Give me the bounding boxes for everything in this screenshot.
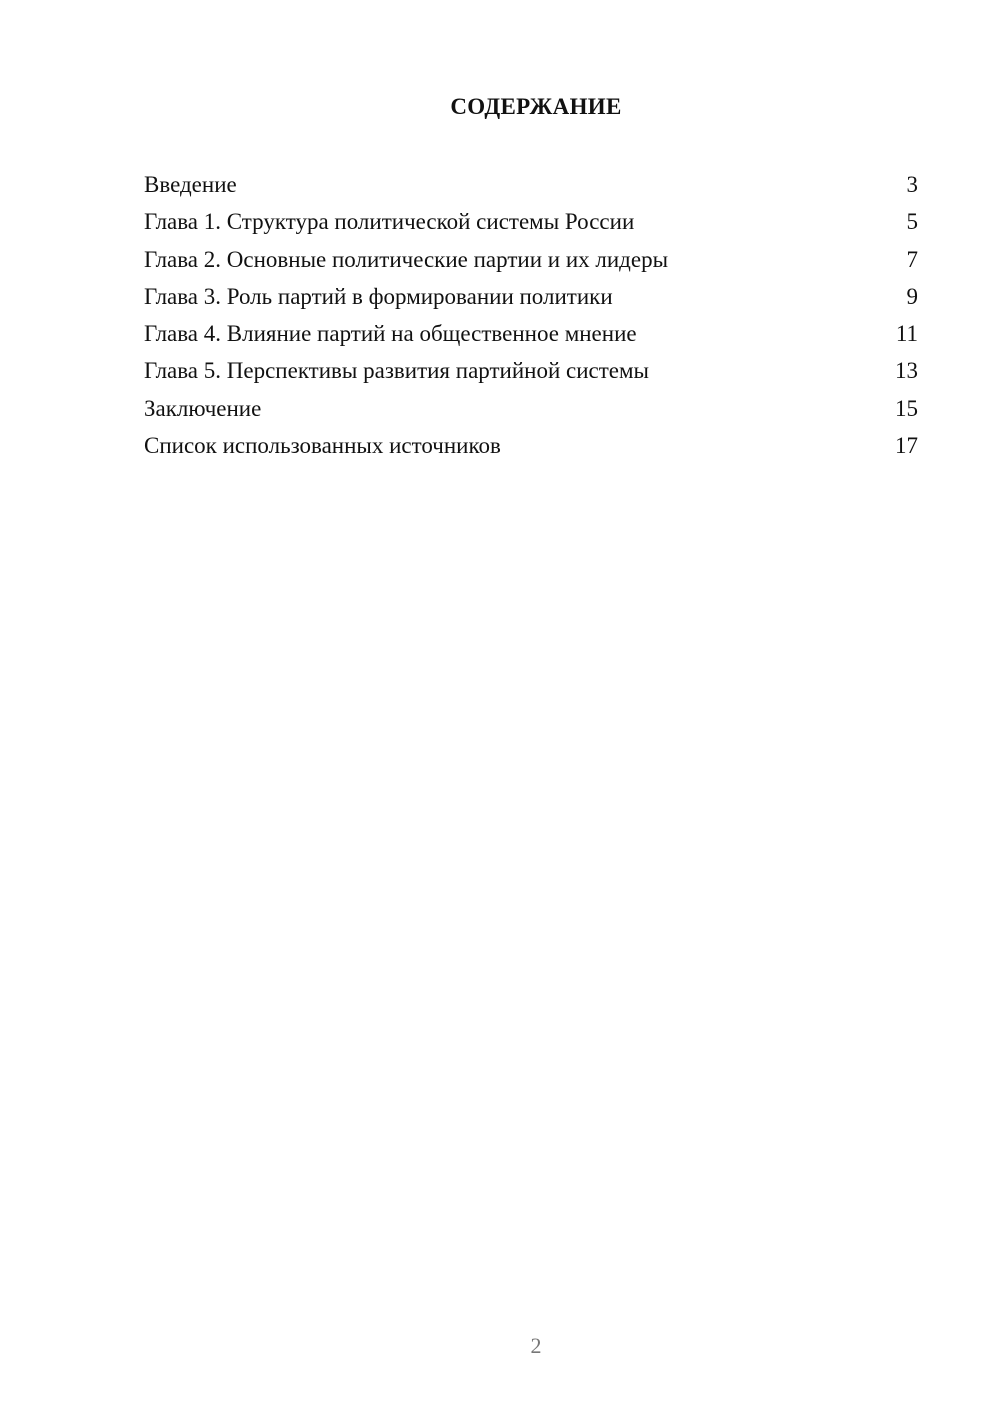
toc-entry-title: Список использованных источников [144,433,501,459]
toc-entry-title: Глава 3. Роль партий в формировании политики [144,283,613,309]
toc-entry-chapter-4 [144,317,918,354]
toc-heading: СОДЕРЖАНИЕ [450,94,622,119]
toc-entry-page: 3 [906,172,918,197]
toc-entry-page: 9 [906,283,918,309]
toc-entry-title: Заключение [144,395,262,421]
toc-entry-chapter-3 [144,280,918,317]
toc-entry-page: 17 [895,433,918,459]
toc-entry-title: Глава 1. Структура политической системы России [144,209,635,235]
toc-entry-title: Глава 4. Влияние партий на общественное мнение [144,321,637,347]
table-of-contents [144,168,918,466]
toc-entry-chapter-2 [144,243,918,280]
toc-entry-title: Введение [144,172,237,197]
page-number: 2 [530,1333,542,1358]
toc-entry-page: 13 [895,358,918,384]
toc-entry-page: 11 [895,321,918,347]
toc-entry-title: Глава 5. Перспективы развития партийной системы [144,358,650,384]
toc-entry-chapter-5 [144,354,918,391]
toc-entry-title: Глава 2. Основные политические партии и их лидеры [144,246,669,272]
toc-entry-page: 7 [906,246,918,272]
toc-entry-conclusion [144,392,918,429]
toc-entry-introduction [144,168,918,205]
toc-entry-page: 15 [895,395,918,421]
toc-entry-references [144,429,918,466]
toc-entry-page: 5 [906,209,918,235]
toc-entry-chapter-1 [144,205,918,242]
